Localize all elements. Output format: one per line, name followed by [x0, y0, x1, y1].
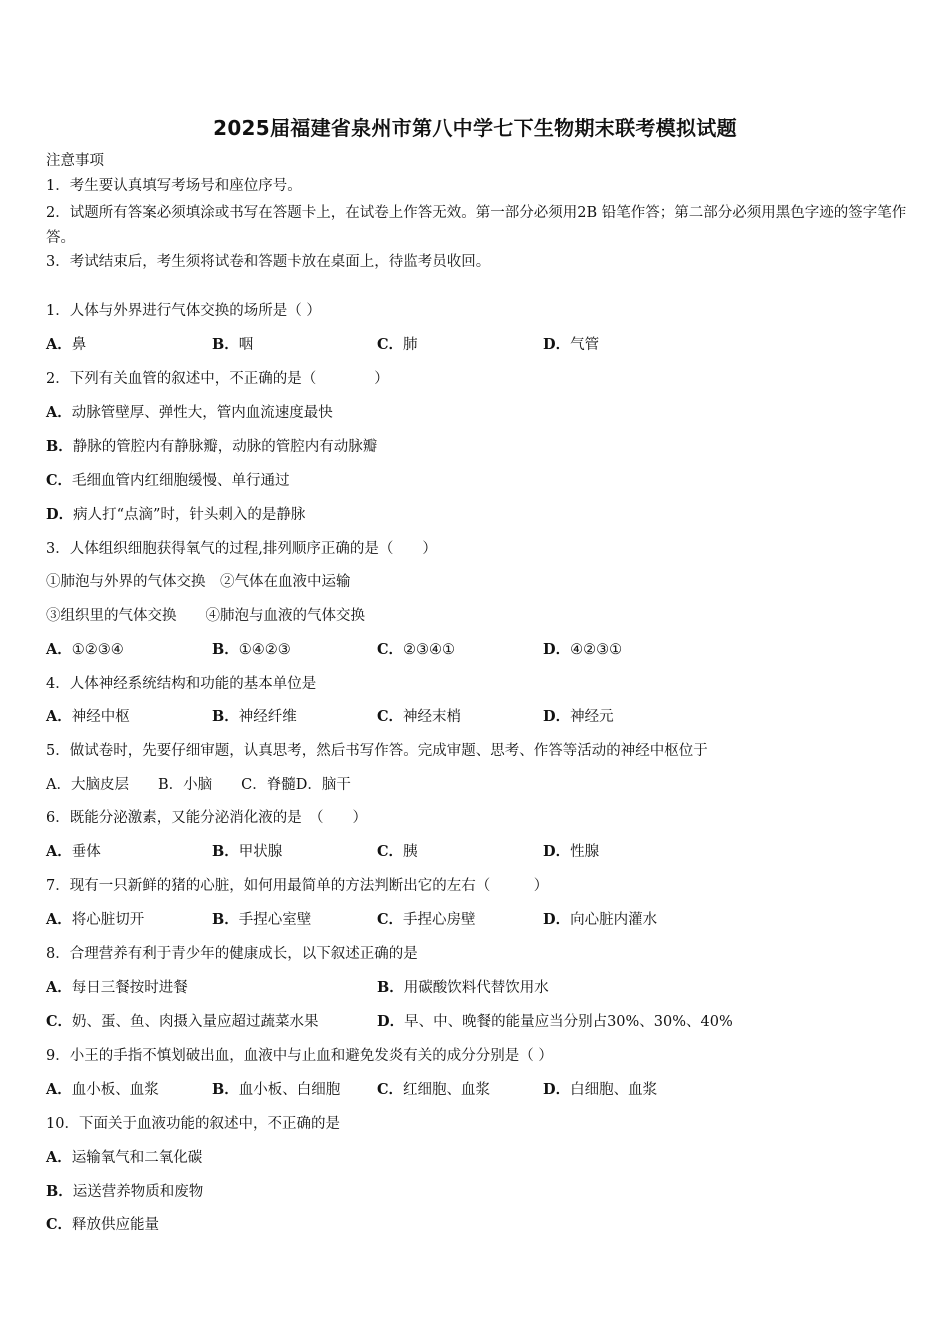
option-text: 垂体: [71, 844, 101, 860]
option-letter: A．: [46, 708, 72, 725]
option-letter: D．: [543, 641, 571, 658]
option-text: 神经纤维: [238, 709, 297, 725]
question-4-option-b[interactable]: [212, 707, 297, 727]
option-text: 红细胞、血浆: [403, 1082, 491, 1098]
option-text: 肺: [403, 337, 418, 353]
question-3-option-d[interactable]: [543, 640, 622, 660]
question-2-option-d[interactable]: [46, 505, 305, 525]
option-letter: B．: [212, 843, 239, 860]
option-text: 运送营养物质和废物: [72, 1184, 204, 1200]
option-letter: A．: [46, 404, 72, 421]
notice-item-2: 2．试题所有答案必须填涂或书写在答题卡上，在试卷上作答无效。第一部分必须用2B 铅笔作答；第二部分必须用黑色字迹的签字笔作答。: [46, 205, 907, 246]
option-text: 胰: [403, 844, 418, 860]
option-text: 手捏心房壁: [403, 912, 476, 928]
option-text: 血小板、血浆: [71, 1082, 159, 1098]
notice-item-3: 3．考试结束后，考生须将试卷和答题卡放在桌面上，待监考员收回。: [46, 254, 491, 270]
option-text: 甲状腺: [238, 844, 283, 860]
option-letter: B．: [377, 979, 404, 996]
question-8-option-a[interactable]: [46, 978, 188, 998]
question-6-option-c[interactable]: [377, 842, 418, 862]
question-8-option-c[interactable]: [46, 1012, 319, 1032]
option-letter: A．: [46, 1081, 72, 1098]
question-2-option-b[interactable]: [46, 437, 377, 457]
option-letter: D．: [543, 843, 571, 860]
option-text: 向心脏内灌水: [570, 912, 658, 928]
option-text: 将心脏切开: [71, 912, 145, 928]
question-8-option-b[interactable]: [377, 978, 549, 998]
question-1-option-a[interactable]: [46, 335, 86, 355]
question-9-option-b[interactable]: [212, 1080, 340, 1100]
question-6-stem: 6．既能分泌激素，又能分泌消化液的是 （ ）: [46, 810, 367, 826]
option-text: 毛细血管内红细胞缓慢、单行通过: [72, 473, 290, 489]
exam-title: 2025届福建省泉州市第八中学七下生物期末联考模拟试题: [213, 116, 737, 140]
option-letter: A．: [46, 979, 72, 996]
question-4-option-d[interactable]: [543, 707, 614, 727]
option-letter: B．: [212, 641, 239, 658]
option-letter: A．: [46, 843, 72, 860]
question-10-option-c[interactable]: [46, 1215, 159, 1235]
question-10-option-a[interactable]: [46, 1148, 202, 1168]
option-letter: B．: [46, 438, 73, 455]
option-text: 神经中枢: [71, 709, 130, 725]
option-letter: D．: [46, 506, 74, 523]
question-7-option-c[interactable]: [377, 910, 476, 930]
option-text: 手捏心室壁: [238, 912, 312, 928]
question-4-stem: 4．人体神经系统结构和功能的基本单位是: [46, 676, 317, 692]
option-letter: B．: [212, 1081, 239, 1098]
option-text: 运输氧气和二氧化碳: [71, 1150, 203, 1166]
question-7-option-d[interactable]: [543, 910, 657, 930]
question-3-option-a[interactable]: [46, 640, 124, 660]
option-letter: D．: [543, 708, 571, 725]
option-text: 神经末梢: [403, 709, 462, 725]
option-text: 动脉管壁厚、弹性大，管内血流速度最快: [71, 405, 333, 421]
question-10-option-b[interactable]: [46, 1182, 203, 1202]
option-text: ④②③①: [570, 642, 623, 658]
question-9-option-a[interactable]: [46, 1080, 159, 1100]
option-text: 血小板、白细胞: [238, 1082, 341, 1098]
question-2-option-a[interactable]: [46, 403, 333, 423]
notice-heading: 注意事项: [46, 153, 104, 169]
option-letter: A．: [46, 641, 72, 658]
question-6-option-b[interactable]: [212, 842, 282, 862]
option-letter: A．: [46, 1149, 72, 1166]
question-2-stem: 2．下列有关血管的叙述中，不正确的是（ ）: [46, 371, 389, 387]
question-7-option-b[interactable]: [212, 910, 311, 930]
question-1-option-d[interactable]: [543, 335, 599, 355]
option-letter: C．: [377, 336, 404, 353]
question-10-stem: 10．下面关于血液功能的叙述中，不正确的是: [46, 1116, 340, 1132]
option-text: 奶、蛋、鱼、肉摄入量应超过蔬菜水果: [72, 1014, 319, 1030]
question-3-stem: 3．人体组织细胞获得氧气的过程,排列顺序正确的是（ ）: [46, 541, 437, 557]
option-letter: B．: [46, 1183, 73, 1200]
question-6-option-d[interactable]: [543, 842, 599, 862]
notice-item-1: 1．考生要认真填写考场号和座位序号。: [46, 178, 302, 194]
question-2-option-c[interactable]: [46, 471, 290, 491]
question-3-option-c[interactable]: [377, 640, 455, 660]
question-8-stem: 8．合理营养有利于青少年的健康成长，以下叙述正确的是: [46, 946, 418, 962]
option-text: 神经元: [570, 709, 614, 725]
question-3-option-b[interactable]: [212, 640, 291, 660]
option-letter: D．: [543, 911, 571, 928]
option-letter: C．: [46, 472, 73, 489]
option-text: 性腺: [570, 844, 600, 860]
option-text: ①②③④: [71, 642, 124, 658]
option-text: ②③④①: [403, 642, 456, 658]
option-letter: C．: [377, 843, 404, 860]
option-letter: C．: [377, 641, 404, 658]
option-text: 静脉的管腔内有静脉瓣，动脉的管腔内有动脉瓣: [72, 439, 378, 455]
option-letter: C．: [377, 1081, 404, 1098]
question-5-options[interactable]: A．大脑皮层 B．小脑 C．脊髓D．脑干: [46, 777, 351, 793]
question-4-option-c[interactable]: [377, 707, 461, 727]
option-letter: B．: [212, 911, 239, 928]
option-text: 鼻: [71, 337, 87, 353]
option-letter: B．: [212, 336, 239, 353]
question-7-stem: 7．现有一只新鲜的猪的心脏，如何用最简单的方法判断出它的左右（ ）: [46, 878, 549, 894]
question-5-stem: 5．做试卷时，先要仔细审题，认真思考，然后书写作答。完成审题、思考、作答等活动的神经中枢位于: [46, 743, 708, 759]
question-1-stem: 1．人体与外界进行气体交换的场所是（ ）: [46, 303, 321, 319]
question-3-statement-1: ①肺泡与外界的气体交换 ②气体在血液中运输: [46, 574, 351, 590]
option-text: 咽: [238, 337, 254, 353]
option-text: 气管: [570, 337, 600, 353]
option-letter: D．: [377, 1013, 405, 1030]
option-text: 早、中、晚餐的能量应当分别占30%、30%、40%: [404, 1014, 733, 1030]
option-letter: A．: [46, 911, 72, 928]
question-7-option-a[interactable]: [46, 910, 144, 930]
question-9-stem: 9．小王的手指不慎划破出血，血液中与止血和避免发炎有关的成分分别是（ ）: [46, 1048, 553, 1064]
option-letter: C．: [377, 911, 404, 928]
option-letter: C．: [46, 1013, 73, 1030]
option-letter: D．: [543, 1081, 571, 1098]
option-text: ①④②③: [238, 642, 291, 658]
option-letter: C．: [46, 1216, 73, 1233]
option-letter: A．: [46, 336, 72, 353]
option-text: 每日三餐按时进餐: [71, 980, 188, 996]
option-letter: D．: [543, 336, 571, 353]
question-4-option-a[interactable]: [46, 707, 130, 727]
question-1-option-c[interactable]: [377, 335, 418, 355]
option-letter: C．: [377, 708, 404, 725]
question-1-option-b[interactable]: [212, 335, 253, 355]
option-text: 用碳酸饮料代替饮用水: [403, 980, 549, 996]
option-text: 病人打“点滴”时，针头刺入的是静脉: [73, 507, 306, 523]
question-6-option-a[interactable]: [46, 842, 101, 862]
question-9-option-c[interactable]: [377, 1080, 490, 1100]
option-text: 释放供应能量: [72, 1217, 160, 1233]
option-text: 白细胞、血浆: [570, 1082, 658, 1098]
question-9-option-d[interactable]: [543, 1080, 657, 1100]
option-letter: B．: [212, 708, 239, 725]
question-3-statement-2: ③组织里的气体交换 ④肺泡与血液的气体交换: [46, 608, 365, 624]
question-8-option-d[interactable]: [377, 1012, 733, 1032]
